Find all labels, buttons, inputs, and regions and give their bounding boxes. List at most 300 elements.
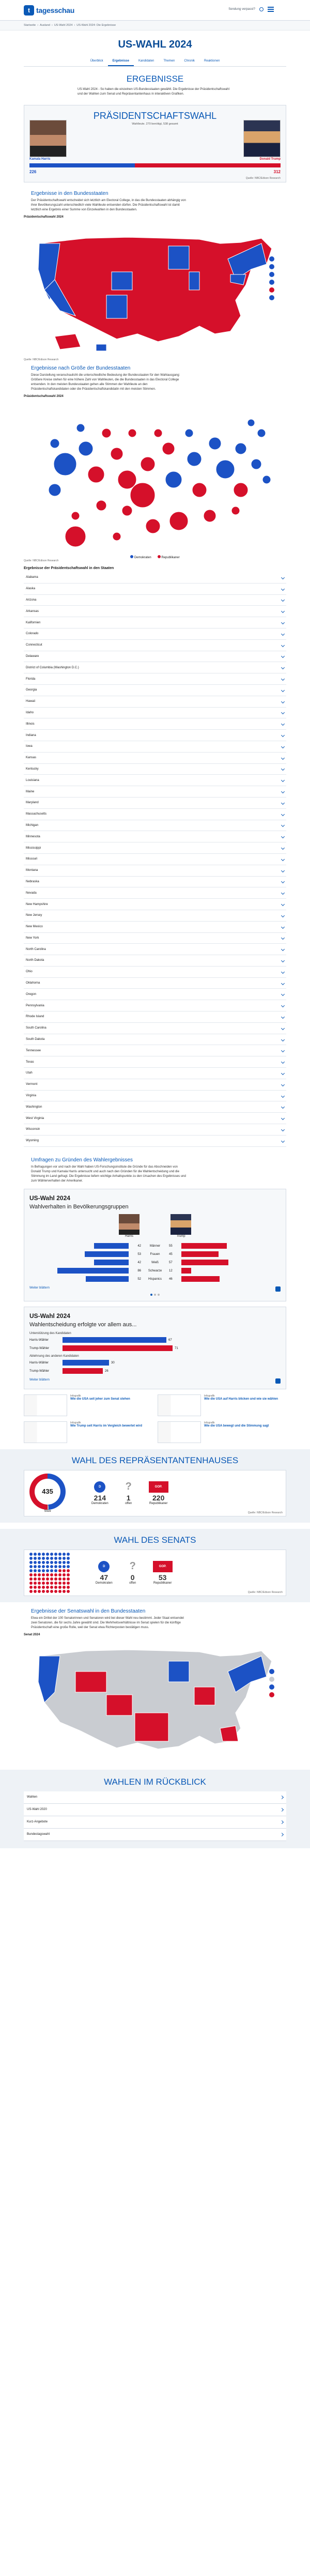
poll2-value: 26: [105, 1369, 109, 1373]
chevron-down-icon: [281, 1083, 285, 1086]
us-map-caption: Präsidentschaftswahl 2024: [24, 216, 64, 219]
house-dem-seats: 214: [94, 1493, 106, 1502]
state-name: Connecticut: [26, 643, 42, 647]
senate-seat-dot: [42, 1565, 45, 1568]
senate-source: Quelle: NBC/Edison Research: [247, 1590, 283, 1594]
senate-map-svg: [24, 1640, 286, 1759]
state-row[interactable]: [24, 978, 286, 989]
chevron-down-icon: [281, 959, 285, 962]
chevron-down-icon: [281, 1004, 285, 1007]
state-row[interactable]: [24, 741, 286, 753]
state-row[interactable]: [24, 764, 286, 775]
state-row[interactable]: [24, 1136, 286, 1147]
tab-topics[interactable]: Themen: [163, 59, 175, 63]
state-row[interactable]: [24, 718, 286, 730]
senate-seat-dot: [29, 1573, 33, 1576]
senate-seat-dot: [63, 1565, 66, 1568]
state-row[interactable]: [24, 831, 286, 842]
state-row[interactable]: [24, 1091, 286, 1102]
state-name: Arkansas: [26, 609, 39, 613]
senate-seat-dot: [46, 1586, 49, 1589]
state-bubble[interactable]: [96, 500, 106, 511]
state-callout[interactable]: [269, 280, 274, 285]
trump-col-label: Trump: [176, 1234, 185, 1238]
poll-card2-title: US-Wahl 2024: [29, 1312, 70, 1320]
state-name: North Dakota: [26, 959, 44, 962]
poll2-label: Harris-Wähler: [29, 1338, 49, 1342]
results-intro: [24, 74, 286, 97]
chevron-down-icon: [281, 677, 285, 681]
house-rep-label: Republikaner: [149, 1501, 168, 1505]
related-thumb: [24, 1394, 67, 1416]
share-icon[interactable]: [275, 1378, 281, 1384]
senate-seat-dot: [58, 1561, 61, 1564]
senate-seat-dot: [58, 1577, 61, 1581]
chevron-down-icon: [281, 1038, 285, 1041]
state-row[interactable]: [24, 696, 286, 708]
state-bubble[interactable]: [79, 441, 93, 456]
related-title[interactable]: Wie die USA auf Harris blicken und wie sie wählen: [204, 1398, 278, 1401]
senate-callout[interactable]: [269, 1677, 274, 1682]
tab-chronicle[interactable]: Chronik: [184, 59, 195, 63]
state-results-heading: Ergebnisse in den Bundesstaaten: [31, 191, 109, 196]
senate-state[interactable]: [106, 1695, 132, 1715]
state-bubble[interactable]: [165, 471, 182, 488]
state-bubble[interactable]: [187, 452, 202, 466]
state-bubble[interactable]: [154, 429, 162, 437]
chevron-down-icon: [281, 1116, 285, 1120]
house-open: [119, 1481, 138, 1505]
related-title[interactable]: Wie die USA bewegt und die Stimmung sagt: [204, 1424, 269, 1428]
state-row[interactable]: [24, 606, 286, 617]
chevron-down-icon: [281, 745, 285, 748]
harris-share: 42: [137, 1244, 141, 1248]
state-row[interactable]: [24, 584, 286, 595]
missed-broadcast-link[interactable]: Sendung verpasst?: [228, 8, 255, 11]
state-bubble[interactable]: [231, 507, 240, 515]
state-bubble[interactable]: [247, 419, 255, 426]
state-colorado[interactable]: [112, 272, 132, 290]
state-row[interactable]: [24, 820, 286, 832]
senate-callout[interactable]: [269, 1684, 274, 1690]
state-alaska[interactable]: [55, 334, 81, 349]
senate-seat-dot: [42, 1573, 45, 1576]
state-bubble[interactable]: [257, 429, 266, 437]
senate-seat-dot: [50, 1565, 53, 1568]
state-row[interactable]: [24, 1045, 286, 1056]
senate-open-seats: 0: [130, 1573, 135, 1582]
poll2-section-title: Ablehnung des anderen Kandidaten: [29, 1354, 79, 1358]
group-label: Hispanics: [148, 1277, 162, 1281]
state-row[interactable]: [24, 617, 286, 628]
senate-seat-dot: [42, 1586, 45, 1589]
state-row[interactable]: [24, 775, 286, 786]
senate-state[interactable]: [168, 1661, 189, 1682]
senate-seat-dot: [63, 1561, 66, 1564]
state-bubble[interactable]: [204, 510, 216, 522]
state-new-mexico[interactable]: [106, 295, 127, 318]
retro-item[interactable]: [24, 1829, 286, 1841]
senate-rep-seats: 53: [158, 1573, 167, 1582]
state-row[interactable]: [24, 899, 286, 910]
senate-state-texas[interactable]: [135, 1713, 168, 1741]
senate-map-caption: Senat 2024: [24, 1633, 40, 1636]
state-name: Rhode Island: [26, 1015, 44, 1019]
pager-dot[interactable]: [154, 1294, 156, 1296]
state-minnesota[interactable]: [168, 246, 189, 269]
gop-logo-icon: GOP.: [153, 1561, 173, 1572]
state-row[interactable]: [24, 1011, 286, 1023]
state-bubble[interactable]: [251, 459, 261, 469]
senate-state[interactable]: [194, 1687, 215, 1705]
state-bubble[interactable]: [216, 460, 235, 479]
tab-overview[interactable]: Überblick: [90, 59, 103, 63]
state-row[interactable]: [24, 662, 286, 673]
poll2-row: [29, 1359, 281, 1367]
state-row[interactable]: [24, 922, 286, 933]
state-row[interactable]: [24, 685, 286, 696]
senate-seat-dot: [58, 1573, 61, 1576]
senate-seat-dot: [42, 1557, 45, 1560]
header-actions: [228, 7, 274, 12]
state-bubble[interactable]: [118, 470, 136, 489]
poll-rows: [29, 1242, 281, 1283]
breadcrumb-item[interactable]: Ausland: [40, 24, 50, 27]
state-bubble[interactable]: [122, 505, 132, 516]
senate-seat-dot: [58, 1586, 61, 1589]
senate-seat-dot: [29, 1577, 33, 1581]
state-row[interactable]: [24, 989, 286, 1000]
state-name: Minnesota: [26, 835, 40, 838]
state-row[interactable]: [24, 854, 286, 865]
state-illinois[interactable]: [189, 272, 199, 290]
state-name: New Jersey: [26, 914, 42, 917]
senate-rep-label: Republikaner: [153, 1581, 172, 1585]
state-row[interactable]: [24, 572, 286, 584]
senate-seat-dot: [54, 1582, 57, 1585]
state-name: Indiana: [26, 733, 36, 737]
chevron-right-icon: [280, 1796, 284, 1799]
state-bubble[interactable]: [169, 512, 188, 530]
state-bubble[interactable]: [262, 476, 271, 484]
state-row[interactable]: [24, 640, 286, 651]
senate-map-heading: Ergebnisse der Senatswahl in den Bundesstaaten: [31, 1608, 146, 1614]
senate-seat-dot: [34, 1590, 37, 1593]
chevron-down-icon: [281, 925, 285, 929]
chevron-down-icon: [281, 823, 285, 827]
poll2-next-link[interactable]: Weiter blättern: [29, 1378, 50, 1382]
presidential-title: PRÄSIDENTSCHAFTSWAHL: [93, 111, 217, 121]
state-bubble[interactable]: [54, 453, 76, 476]
gop-logo-icon: GOP.: [149, 1481, 168, 1493]
retro-item-label: Kurz-Angebote: [27, 1820, 48, 1824]
state-callout[interactable]: [269, 295, 274, 300]
senate-open-label: offen: [129, 1581, 136, 1585]
state-table-title: Ergebnisse der Präsidentschaftswahl in den Staaten: [24, 566, 114, 570]
democrat-logo-icon: D: [98, 1561, 110, 1572]
senate-seat-dot: [50, 1586, 53, 1589]
group-label: Männer: [149, 1244, 161, 1248]
pager-dot-active[interactable]: [150, 1294, 152, 1296]
state-name: Maine: [26, 790, 35, 793]
state-bubble[interactable]: [65, 526, 86, 547]
senate-seat-dot: [34, 1561, 37, 1564]
senate-dem-seats: 47: [100, 1573, 109, 1582]
state-row[interactable]: [24, 628, 286, 640]
related-kicker: Infografik: [204, 1421, 215, 1424]
state-name: Michigan: [26, 823, 39, 827]
poll2-label: Trump-Wähler: [29, 1346, 50, 1350]
state-row[interactable]: [24, 1000, 286, 1011]
senate-seat-dot: [42, 1590, 45, 1593]
bubble-source: Quelle: NBC/Edison Research: [24, 559, 59, 562]
chevron-down-icon: [281, 1026, 285, 1030]
senate-seat-dot: [67, 1569, 70, 1572]
senate-seat-dot: [54, 1573, 57, 1576]
house-section: [0, 1449, 310, 1523]
state-bubble[interactable]: [235, 443, 246, 454]
state-callout[interactable]: [269, 272, 274, 277]
share-icon[interactable]: [275, 1286, 281, 1292]
senate-seat-dot: [67, 1557, 70, 1560]
state-row[interactable]: [24, 673, 286, 685]
state-bubble[interactable]: [162, 442, 175, 455]
breadcrumb-separator: ›: [74, 24, 75, 27]
state-row[interactable]: [24, 1068, 286, 1079]
senate-callout[interactable]: [269, 1692, 274, 1697]
senate-dem: [96, 1561, 113, 1585]
related-title[interactable]: Wie Trump seit Harris im Vergleich bewertet wird: [70, 1424, 142, 1428]
breadcrumb-separator: ›: [51, 24, 53, 27]
state-row[interactable]: [24, 944, 286, 955]
state-row[interactable]: [24, 708, 286, 719]
harris-share-bar: [85, 1251, 129, 1257]
senate-state-florida[interactable]: [220, 1726, 238, 1741]
house-open-seats: 1: [126, 1493, 131, 1502]
rep-electoral-votes: 312: [273, 170, 281, 174]
state-name: Iowa: [26, 745, 33, 748]
state-bubble[interactable]: [234, 483, 248, 497]
related-title[interactable]: Wie die USA seit jeher zum Senat stehen: [70, 1398, 130, 1401]
state-bubble[interactable]: [76, 424, 85, 432]
senate-seat-dot: [63, 1569, 66, 1572]
dem-bar-segment: [29, 163, 135, 167]
state-bubble[interactable]: [113, 532, 121, 541]
state-row[interactable]: [24, 877, 286, 888]
state-accordion: [24, 572, 286, 1147]
state-row[interactable]: [24, 1124, 286, 1136]
trump-thumb: [171, 1214, 191, 1235]
retro-item[interactable]: [24, 1791, 286, 1804]
state-row[interactable]: [24, 753, 286, 764]
legend-dem-label: Demokraten: [134, 556, 151, 559]
menu-icon[interactable]: [268, 7, 274, 12]
state-bubble[interactable]: [128, 429, 136, 437]
senate-seat-dot: [54, 1561, 57, 1564]
senate-seat-dot: [38, 1553, 41, 1556]
state-row[interactable]: [24, 809, 286, 820]
senate-seat-dot: [63, 1553, 66, 1556]
chevron-down-icon: [281, 1060, 285, 1064]
related-thumb: [158, 1394, 201, 1416]
state-bubble[interactable]: [88, 466, 104, 483]
state-name: Kentucky: [26, 767, 39, 771]
breadcrumb-item[interactable]: US-Wahl 2024: [54, 24, 73, 27]
senate-seat-dot: [29, 1561, 33, 1564]
trump-share-bar: [181, 1268, 191, 1274]
chevron-down-icon: [281, 1071, 285, 1075]
poll2-rows: [29, 1332, 281, 1375]
state-row[interactable]: [24, 730, 286, 741]
senate-seat-grid: [29, 1553, 70, 1593]
senate-seat-dot: [46, 1565, 49, 1568]
state-row[interactable]: [24, 955, 286, 967]
state-callout[interactable]: [269, 287, 274, 293]
bubble-chart: [24, 402, 286, 562]
state-name: Delaware: [26, 654, 39, 658]
chevron-down-icon: [281, 869, 285, 872]
state-row[interactable]: [24, 1034, 286, 1046]
chevron-down-icon: [281, 857, 285, 861]
state-row[interactable]: [24, 798, 286, 809]
state-row[interactable]: [24, 865, 286, 877]
state-bubble[interactable]: [141, 457, 155, 471]
related-kicker: Infografik: [204, 1394, 215, 1398]
group-label: Weiß: [151, 1261, 159, 1264]
senate-seat-dot: [46, 1569, 49, 1572]
retro-title: WAHLEN IM RÜCKBLICK: [104, 1776, 206, 1787]
harris-col-label: Harris: [125, 1234, 133, 1238]
poll-next-link[interactable]: Weiter blättern: [29, 1286, 50, 1290]
senate-seat-dot: [46, 1561, 49, 1564]
breadcrumb-separator: ›: [37, 24, 39, 27]
senate-seat-dot: [38, 1582, 41, 1585]
related-thumb: [24, 1421, 67, 1443]
senate-seat-dot: [38, 1586, 41, 1589]
poll2-value: 67: [168, 1338, 172, 1342]
state-row[interactable]: [24, 1101, 286, 1113]
senate-seat-dot: [63, 1573, 66, 1576]
senate-seat-dot: [58, 1582, 61, 1585]
chevron-down-icon: [281, 632, 285, 636]
chevron-down-icon: [281, 700, 285, 703]
state-callout[interactable]: [269, 264, 274, 269]
poll2-label: Harris-Wähler: [29, 1361, 49, 1364]
senate-seat-dot: [42, 1582, 45, 1585]
state-row[interactable]: [24, 1079, 286, 1091]
search-icon[interactable]: [259, 7, 264, 11]
poll2-value: 71: [175, 1346, 178, 1350]
trump-share-bar: [181, 1260, 228, 1265]
state-row[interactable]: [24, 933, 286, 944]
state-row[interactable]: [24, 595, 286, 606]
breadcrumb-item[interactable]: Startseite: [24, 24, 36, 27]
senate-seat-dot: [34, 1582, 37, 1585]
state-bubble[interactable]: [102, 428, 111, 438]
chevron-down-icon: [281, 621, 285, 624]
state-bubble[interactable]: [50, 439, 59, 448]
pager-dot[interactable]: [158, 1294, 160, 1296]
senate-state[interactable]: [75, 1672, 106, 1692]
state-callout[interactable]: [269, 256, 274, 262]
state-row[interactable]: [24, 842, 286, 854]
chevron-down-icon: [281, 902, 285, 906]
us-map-svg: [24, 223, 286, 357]
chevron-down-icon: [281, 1094, 285, 1098]
state-bubble[interactable]: [146, 519, 160, 533]
state-row[interactable]: [24, 651, 286, 663]
state-row[interactable]: [24, 786, 286, 798]
state-bubble[interactable]: [209, 437, 221, 450]
chevron-down-icon: [281, 778, 285, 782]
breadcrumb-item: US-Wahl 2024: Die Ergebnisse: [76, 24, 116, 27]
us-results-map: [24, 223, 286, 361]
related-card[interactable]: [158, 1421, 286, 1443]
tab-candidates[interactable]: Kandidaten: [138, 59, 154, 63]
tab-reactions[interactable]: Reaktionen: [204, 59, 220, 63]
trump-share-bar: [181, 1276, 220, 1282]
state-bubble[interactable]: [192, 483, 207, 497]
state-name: Kansas: [26, 756, 37, 760]
related-card[interactable]: [24, 1394, 152, 1416]
state-hawaii[interactable]: [96, 344, 106, 351]
state-row[interactable]: [24, 1023, 286, 1034]
state-row[interactable]: [24, 910, 286, 922]
state-name: Kalifornien: [26, 621, 41, 624]
state-row[interactable]: [24, 1056, 286, 1068]
legend-dem-swatch: [130, 555, 133, 558]
state-name: Washington: [26, 1105, 42, 1109]
state-bubble[interactable]: [111, 448, 123, 460]
poll-candidates: [29, 1214, 281, 1238]
senate-seat-dot: [42, 1569, 45, 1572]
senate-seat-dot: [29, 1586, 33, 1589]
related-card[interactable]: [24, 1421, 152, 1443]
state-bubble[interactable]: [49, 484, 61, 496]
site-logo[interactable]: [24, 5, 74, 16]
state-name: Tennessee: [26, 1049, 41, 1052]
state-row[interactable]: [24, 967, 286, 978]
harris-share: 52: [137, 1277, 141, 1281]
state-bubble[interactable]: [185, 429, 193, 437]
senate-seat-dot: [50, 1577, 53, 1581]
trump-name: Donald Trump: [259, 158, 281, 161]
state-bubble[interactable]: [130, 483, 155, 508]
poll2-row: [29, 1367, 281, 1375]
dem-electoral-votes: 226: [29, 170, 37, 174]
senate-seat-dot: [63, 1586, 66, 1589]
state-row[interactable]: [24, 887, 286, 899]
poll-candidate-trump: [171, 1214, 191, 1238]
senate-seat-dot: [54, 1577, 57, 1581]
house-rep: [149, 1481, 168, 1505]
poll2-value: 30: [111, 1361, 115, 1364]
retro-item[interactable]: [24, 1804, 286, 1816]
state-bubble[interactable]: [71, 512, 80, 520]
harris-share-bar: [94, 1243, 129, 1249]
tab-results[interactable]: Ergebnisse: [108, 57, 134, 66]
retro-item[interactable]: [24, 1816, 286, 1829]
senate-seat-dot: [50, 1557, 53, 1560]
related-card[interactable]: [158, 1394, 286, 1416]
state-row[interactable]: [24, 1113, 286, 1124]
senate-seat-dot: [58, 1569, 61, 1572]
trump-share: 12: [169, 1269, 173, 1272]
retro-item-label: Bundestagswahl: [27, 1833, 50, 1836]
senate-callout[interactable]: [269, 1669, 274, 1674]
poll-card-motivation: [24, 1307, 286, 1389]
state-name: Idaho: [26, 711, 34, 714]
